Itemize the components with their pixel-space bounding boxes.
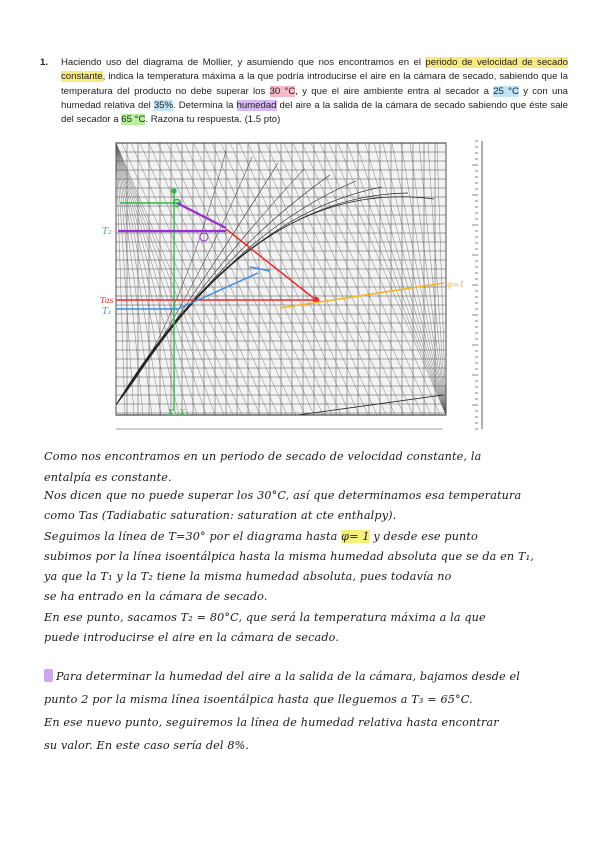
question-number: 1.: [40, 57, 49, 68]
answer-line: En ese nuevo punto, seguiremos la línea de humedad relativa hasta encontrar: [44, 716, 499, 729]
q-seg-highlight: 65 °C: [121, 114, 146, 126]
answer-line: como Tas (Tadiabatic saturation: saturation at cte enthalpy).: [44, 509, 397, 523]
question-text: [61, 56, 568, 127]
question-block: [40, 56, 568, 127]
answer-paragraph-1: [44, 447, 564, 488]
q-seg: . Razona tu respuesta. (1.5 pto): [145, 114, 281, 126]
q-seg: . Determina la: [173, 99, 237, 111]
q-seg: , y que el aire ambiente entra al secador a: [295, 85, 494, 97]
q-seg-highlight: periodo de velocidad de secado constante: [61, 57, 568, 83]
answer-line: su valor. En este caso sería del 8%.: [44, 739, 250, 752]
label-tas: Tas: [100, 296, 114, 305]
q-seg-highlight: 30 °C: [269, 85, 296, 97]
label-t2: T₂: [102, 227, 112, 237]
q-seg: y con una humedad relativa del: [61, 85, 569, 111]
answer-paragraph-2: [44, 486, 564, 648]
phi-highlight: φ= 1: [341, 529, 370, 543]
label-t1: T₁: [102, 307, 112, 317]
answer-line-text: y desde ese punto: [369, 529, 478, 543]
mollier-diagram: [98, 133, 490, 437]
answer-line: [44, 665, 564, 688]
answer-line: En ese punto, sacamos T₂ = 80°C, que será la temperatura máxima a la que: [44, 610, 486, 624]
answer-line: subimos por la línea isoentálpica hasta la misma humedad absoluta que se da en T₁,: [44, 549, 534, 563]
answer-paragraph-3: [44, 665, 564, 757]
answer-line: punto 2 por la misma línea isoentálpica hasta que lleguemos a T₃ = 65°C.: [44, 693, 473, 706]
answer-line-text: Seguimos la línea de T=30° por el diagrama hasta: [44, 529, 342, 543]
answer-line-text: Para determinar la humedad del aire a la salida de la cámara, bajamos desde el: [56, 670, 521, 683]
q-seg: Haciendo uso del diagrama de Mollier, y asumiendo que nos encontramos en el: [61, 57, 426, 68]
answer-line: entalpía es constante.: [44, 470, 172, 484]
answer-line: [44, 527, 564, 547]
answer-line: ya que la T₁ y la T₂ tiene la misma humedad absoluta, pues todavía no: [44, 570, 452, 584]
purple-marker: [44, 669, 53, 682]
mollier-grid: [116, 143, 446, 415]
answer-line: se ha entrado en la cámara de secado.: [44, 590, 268, 604]
q-seg-highlight: 35%: [153, 99, 174, 111]
answer-line: puede introducirse el aire en la cámara de secado.: [44, 631, 340, 645]
label-phi: φ=1: [447, 280, 465, 289]
q-seg: del aire a la salida de la cámara de secado sabiendo que éste sale del secador a: [61, 99, 569, 126]
answer-line: Nos dicen que no puede superar los 30°C, así que determinamos esa temperatura: [44, 489, 522, 502]
answer-line: Como nos encontramos en un periodo de secado de velocidad constante, la: [44, 450, 482, 463]
q-seg-highlight: humedad: [236, 99, 277, 111]
q-seg: , indica la temperatura máxima a la que podría introducirse el aire en la cámara de secado, sabiendo que la temperatura del producto no debe superar los: [61, 71, 568, 97]
label-x1x2: X₁,X₂: [168, 408, 189, 417]
q-seg-highlight: 25 °C: [493, 85, 519, 97]
